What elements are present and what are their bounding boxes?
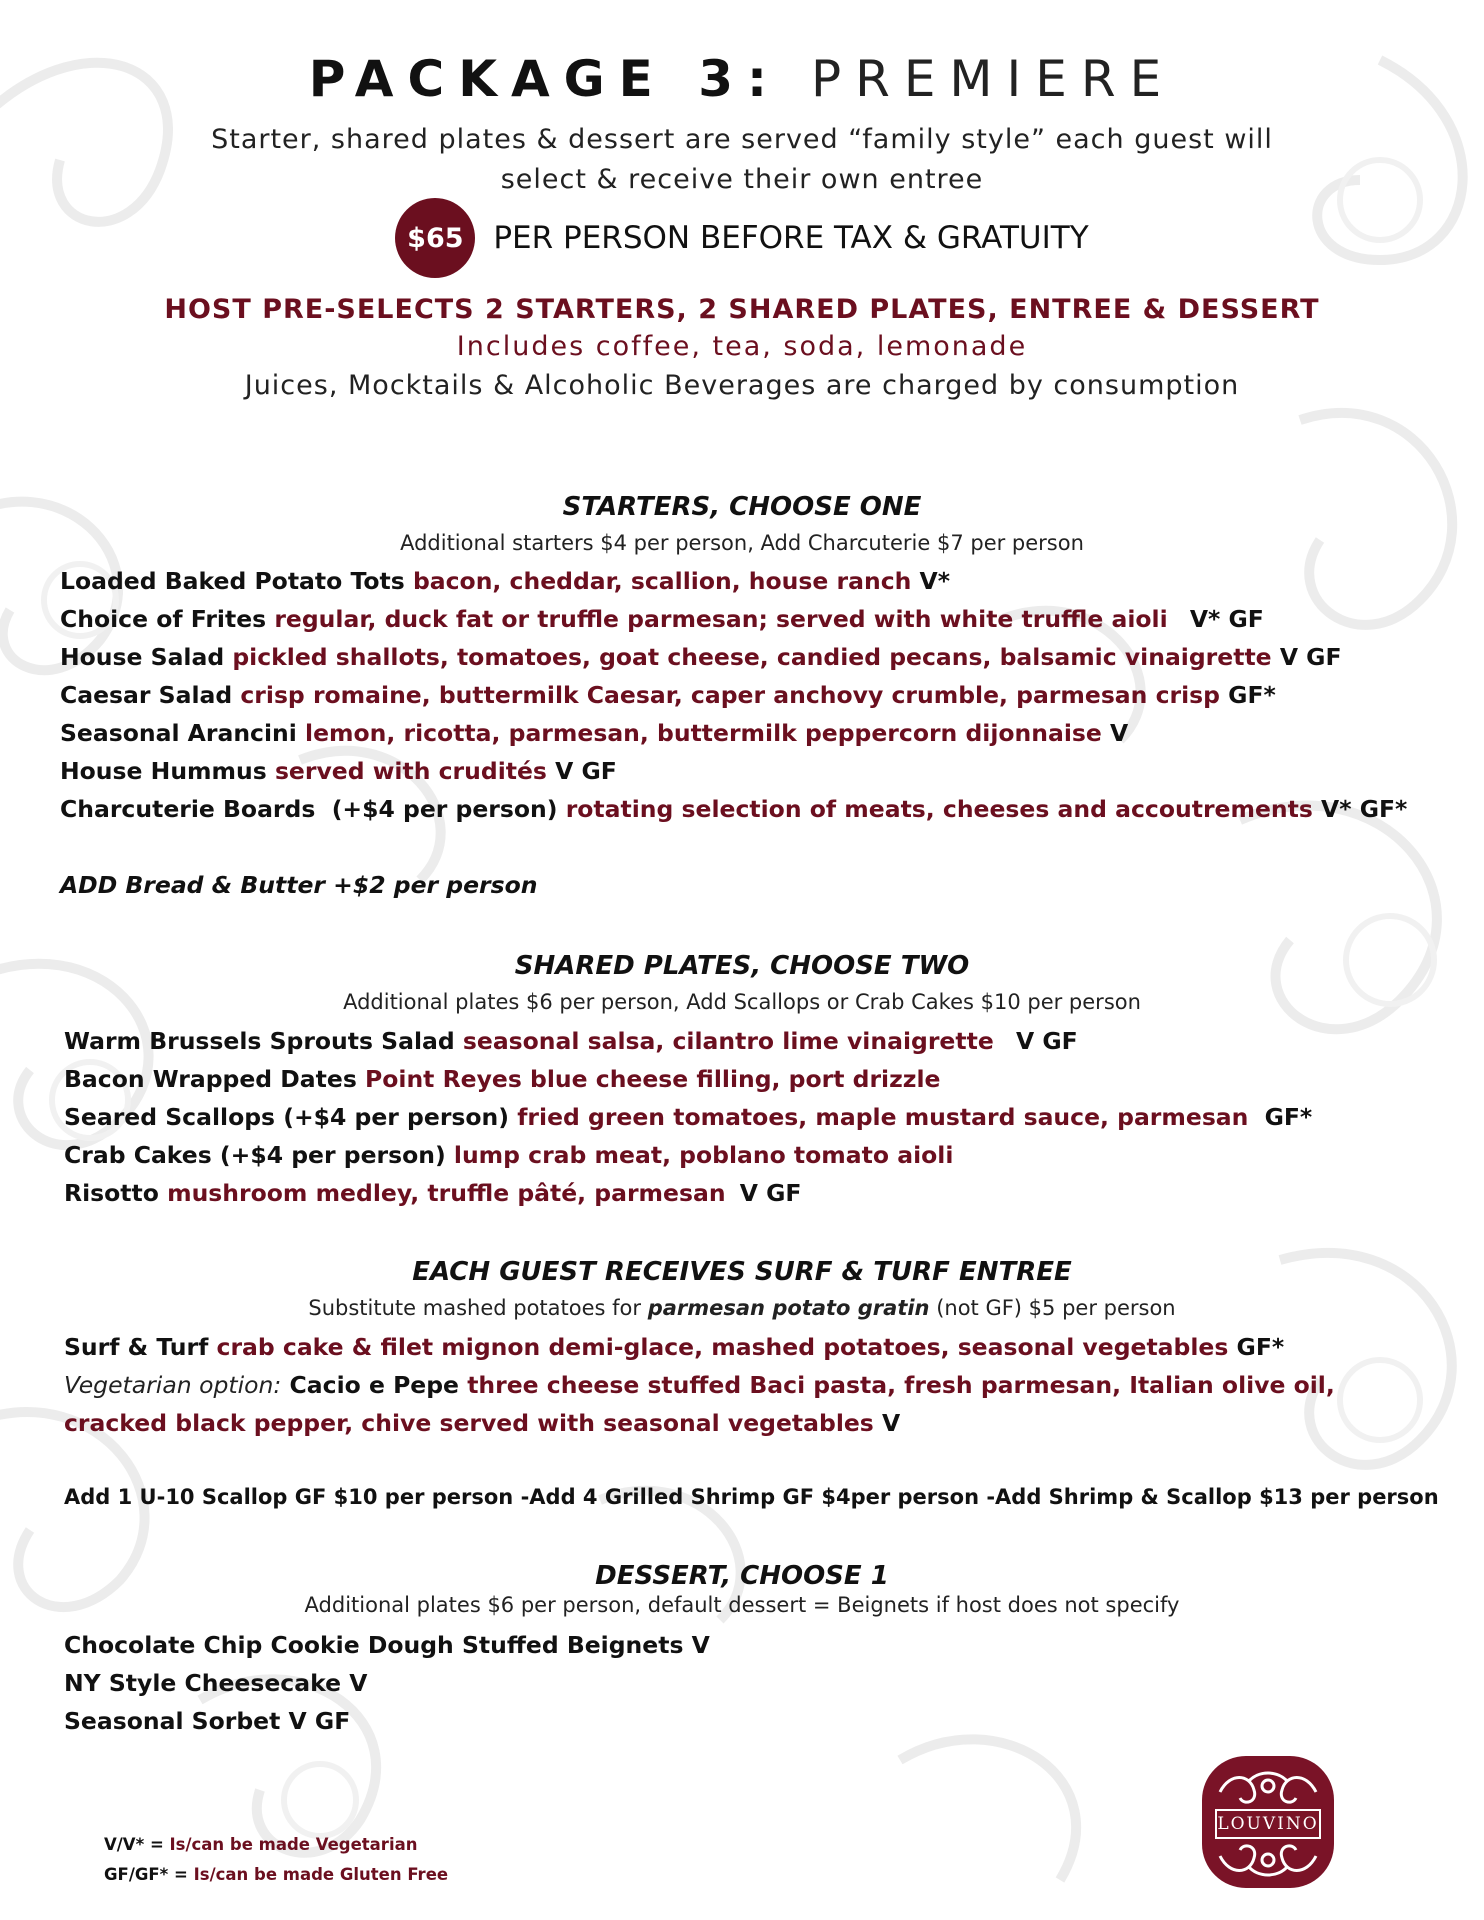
- item-desc: crisp romaine, buttermilk Caesar, caper anchovy crumble, parmesan crisp: [240, 681, 1220, 709]
- page-title: [0, 50, 1484, 108]
- item-name: House Hummus: [60, 757, 267, 785]
- legend-value: Is/can be made Gluten Free: [193, 1865, 449, 1884]
- price-row: [0, 198, 1484, 278]
- item-tags: V: [1110, 719, 1129, 747]
- entree-item: [64, 1333, 1284, 1361]
- host-line: HOST PRE-SELECTS 2 STARTERS, 2 SHARED PLATES, ENTREE & DESSERT: [164, 294, 1320, 325]
- item-name: Crab Cakes (+$4 per person): [64, 1141, 446, 1169]
- juices-line: Juices, Mocktails & Alcoholic Beverages are charged by consumption: [244, 370, 1240, 401]
- item-tags: V: [349, 1669, 368, 1697]
- item-desc: regular, duck fat or truffle parmesan; served with white truffle aioli: [274, 605, 1168, 633]
- entree-sub-c: (not GF) $5 per person: [929, 1296, 1176, 1320]
- dessert-item: [64, 1707, 350, 1735]
- item-tags: V: [882, 1409, 901, 1437]
- price-text: PER PERSON BEFORE TAX & GRATUITY: [493, 220, 1089, 256]
- item-tags: V GF: [1015, 1027, 1078, 1055]
- shared-item: [64, 1103, 1312, 1131]
- entree-sub-a: Substitute mashed potatoes for: [308, 1296, 648, 1320]
- dessert-item: [64, 1631, 710, 1659]
- item-tags: GF*: [1228, 681, 1276, 709]
- starter-item: [60, 795, 1407, 823]
- starter-item: [60, 643, 1342, 671]
- item-tags: V GF: [288, 1707, 351, 1735]
- item-name: House Salad: [60, 643, 225, 671]
- shared-sub: Additional plates $6 per person, Add Scallops or Crab Cakes $10 per person: [343, 990, 1141, 1014]
- starters-heading: STARTERS, CHOOSE ONE: [562, 492, 922, 522]
- item-desc: seasonal salsa, cilantro lime vinaigrette: [462, 1027, 994, 1055]
- shared-item: [64, 1065, 940, 1093]
- starter-item: [60, 719, 1128, 747]
- entree-sub-b: parmesan potato gratin: [647, 1296, 930, 1320]
- legend-vegetarian: [104, 1835, 417, 1854]
- item-name: Charcuterie Boards (+$4 per person): [60, 795, 558, 823]
- item-name: NY Style Cheesecake: [64, 1669, 342, 1697]
- shared-heading: SHARED PLATES, CHOOSE TWO: [514, 951, 970, 981]
- shared-item: [64, 1179, 801, 1207]
- bread-note: ADD Bread & Butter +$2 per person: [60, 871, 538, 899]
- title-premiere: PREMIERE: [810, 50, 1176, 108]
- item-tags: V GF: [555, 757, 617, 785]
- item-desc: cracked black pepper, chive served with seasonal vegetables: [64, 1409, 874, 1437]
- item-desc: rotating selection of meats, cheeses and accoutrements: [565, 795, 1313, 823]
- vegetarian-label: Vegetarian option:: [64, 1371, 282, 1399]
- item-tags: V*: [919, 567, 951, 595]
- item-tags: V* GF*: [1321, 795, 1408, 823]
- louvino-logo: [1198, 1752, 1338, 1892]
- entree-addons: Add 1 U-10 Scallop GF $10 per person -Add 4 Grilled Shrimp GF $4per person -Add Shrimp & Scallop $13 per person: [64, 1485, 1439, 1509]
- includes-line: Includes coffee, tea, soda, lemonade: [456, 331, 1028, 362]
- dessert-sub: Additional plates $6 per person, default dessert = Beignets if host does not specify: [304, 1593, 1180, 1617]
- item-desc: lump crab meat, poblano tomato aioli: [453, 1141, 954, 1169]
- dessert-heading: DESSERT, CHOOSE 1: [595, 1561, 889, 1591]
- item-desc: three cheese stuffed Baci pasta, fresh parmesan, Italian olive oil,: [467, 1371, 1335, 1399]
- item-name: Warm Brussels Sprouts Salad: [64, 1027, 455, 1055]
- item-tags: GF*: [1264, 1103, 1313, 1131]
- item-name: Seared Scallops (+$4 per person): [64, 1103, 510, 1131]
- shared-item: [64, 1027, 1078, 1055]
- logo-text: LOUVINO: [1217, 1814, 1319, 1834]
- item-name: Seasonal Arancini: [60, 719, 297, 747]
- item-desc: fried green tomatoes, maple mustard sauce, parmesan: [517, 1103, 1249, 1131]
- starter-item: [60, 681, 1276, 709]
- legend-key: GF/GF* =: [104, 1865, 194, 1884]
- starter-item: [60, 757, 617, 785]
- item-desc: lemon, ricotta, parmesan, buttermilk peppercorn dijonnaise: [305, 719, 1102, 747]
- entree-sub: [0, 1296, 1484, 1320]
- item-name: Choice of Frites: [60, 605, 267, 633]
- item-name: Chocolate Chip Cookie Dough Stuffed Beignets: [64, 1631, 684, 1659]
- vegetarian-item-cont: [64, 1409, 900, 1437]
- legend-value: Is/can be made Vegetarian: [169, 1835, 418, 1854]
- item-desc: Point Reyes blue cheese filling, port drizzle: [365, 1065, 941, 1093]
- legend-gluten-free: [104, 1865, 448, 1884]
- starters-sub: Additional starters $4 per person, Add Charcuterie $7 per person: [400, 531, 1084, 555]
- item-desc: crab cake & filet mignon demi-glace, mashed potatoes, seasonal vegetables: [216, 1333, 1229, 1361]
- legend-key: V/V* =: [104, 1835, 170, 1854]
- item-name: Bacon Wrapped Dates: [64, 1065, 357, 1093]
- title-package: PACKAGE 3:: [308, 50, 782, 108]
- item-name: Loaded Baked Potato Tots: [60, 567, 405, 595]
- vegetarian-item: [64, 1371, 1335, 1399]
- dessert-item: [64, 1669, 367, 1697]
- item-name: Surf & Turf: [64, 1333, 209, 1361]
- item-name: Cacio e Pepe: [289, 1371, 459, 1399]
- entree-heading: EACH GUEST RECEIVES SURF & TURF ENTREE: [412, 1257, 1072, 1287]
- item-tags: V GF: [739, 1179, 802, 1207]
- item-desc: pickled shallots, tomatoes, goat cheese, candied pecans, balsamic vinaigrette: [232, 643, 1272, 671]
- starter-item: [60, 567, 950, 595]
- item-desc: mushroom medley, truffle pâté, parmesan: [167, 1179, 726, 1207]
- item-name: Risotto: [64, 1179, 159, 1207]
- subtitle-line-1: Starter, shared plates & dessert are served “family style” each guest will: [211, 124, 1273, 155]
- starter-item: [60, 605, 1264, 633]
- item-name: Caesar Salad: [60, 681, 233, 709]
- item-tags: GF*: [1236, 1333, 1285, 1361]
- item-tags: V* GF: [1189, 605, 1264, 633]
- item-desc: bacon, cheddar, scallion, house ranch: [412, 567, 912, 595]
- price-badge: $65: [395, 198, 475, 278]
- item-tags: V GF: [1279, 643, 1342, 671]
- item-tags: V: [691, 1631, 710, 1659]
- subtitle-line-2: select & receive their own entree: [500, 164, 984, 195]
- shared-item: [64, 1141, 953, 1169]
- item-name: Seasonal Sorbet: [64, 1707, 281, 1735]
- item-desc: served with crudités: [274, 757, 547, 785]
